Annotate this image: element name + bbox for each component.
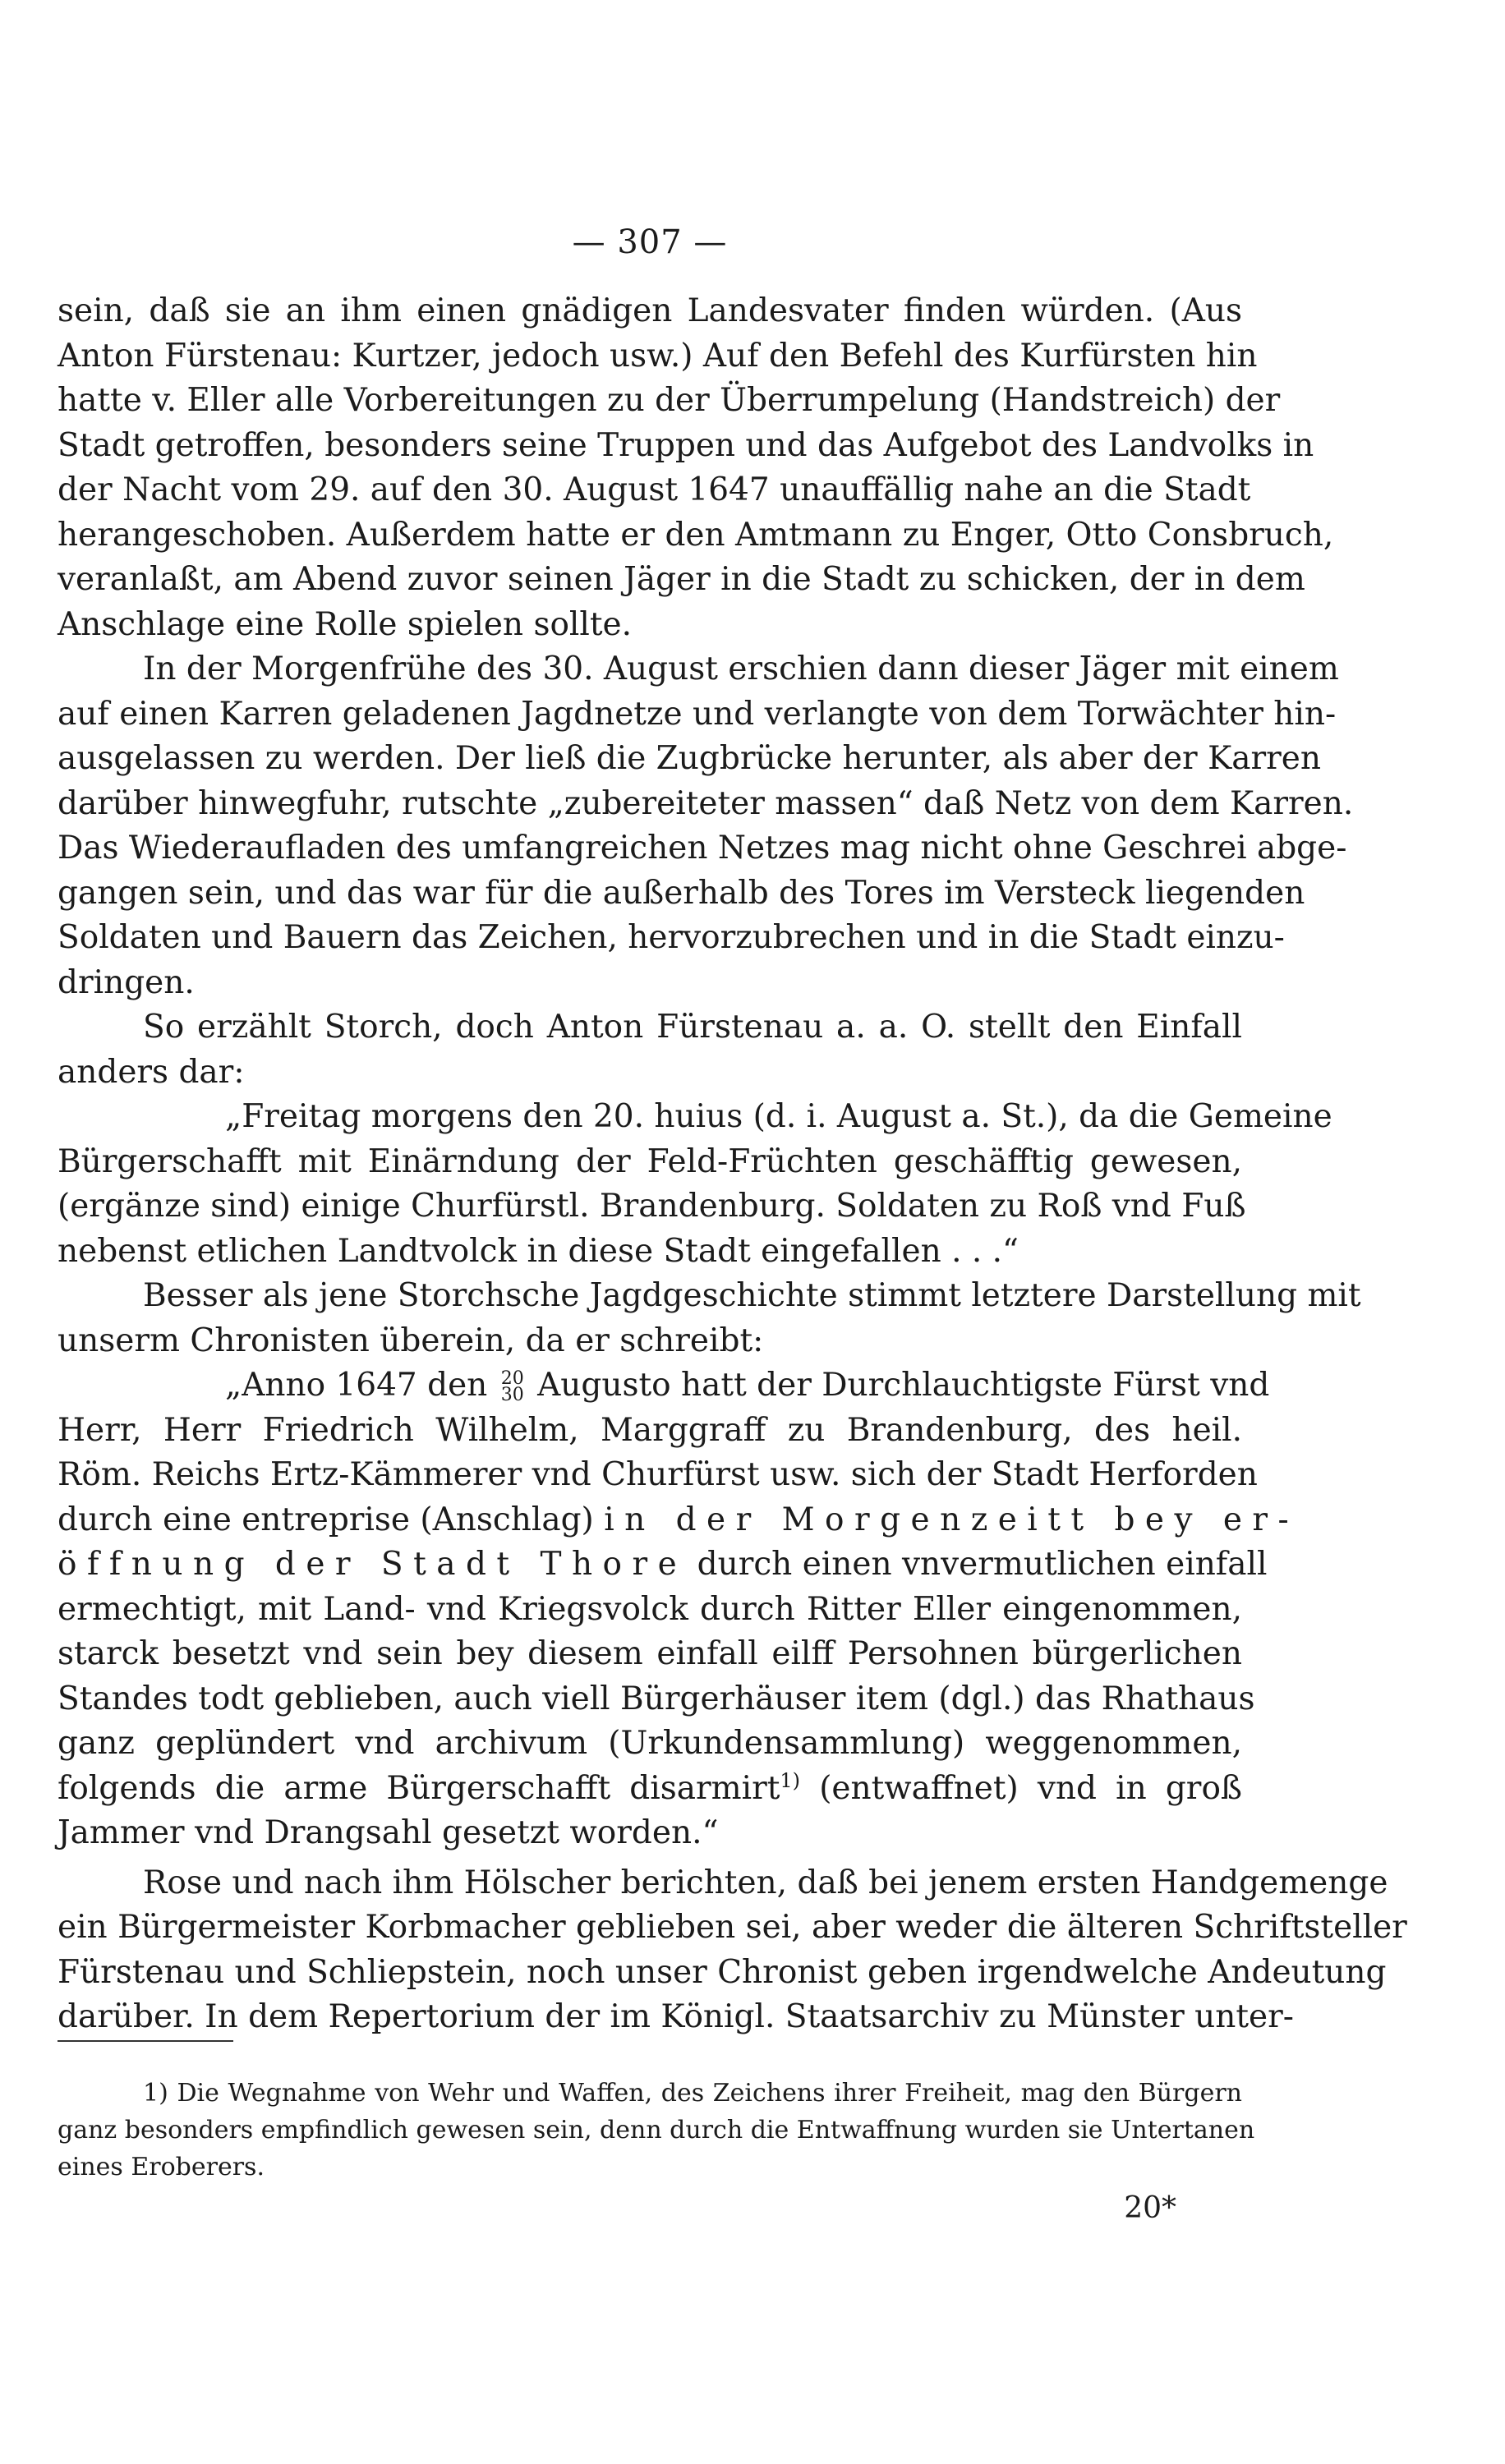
fraction-numerator: 20 bbox=[500, 1368, 524, 1389]
text-line: Soldaten und Bauern das Zeichen, hervorzubrechen und in die Stadt einzu- bbox=[58, 919, 1285, 956]
quote-line: starck besetzt vnd sein bey diesem einfall eilff Persohnen bürgerlichen bbox=[58, 1635, 1242, 1672]
footnote-line: ganz besonders empfindlich gewesen sein, denn durch die Entwaffnung wurden sie Untertanen bbox=[58, 2116, 1255, 2145]
quote-line: nebenst etlichen Landtvolck in diese Stadt eingefallen . . .“ bbox=[58, 1232, 1019, 1270]
date-fraction bbox=[500, 1368, 524, 1405]
text-line: sein, daß sie an ihm einen gnädigen Landesvater finden würden. (Aus bbox=[58, 292, 1242, 329]
text-line: Besser als jene Storchsche Jagdgeschichte stimmt letztere Darstellung mit bbox=[143, 1277, 1361, 1314]
text-line: ein Bürgermeister Korbmacher geblieben sei, aber weder die älteren Schriftsteller bbox=[58, 1909, 1407, 1946]
text-line: herangeschoben. Außerdem hatte er den Amtmann zu Enger, Otto Consbruch, bbox=[58, 516, 1334, 554]
quote-line bbox=[58, 1542, 1268, 1588]
text-line: veranlaßt, am Abend zuvor seinen Jäger in die Stadt zu schicken, der in dem bbox=[58, 561, 1305, 598]
quote-line: Jammer vnd Drangsahl gesetzt worden.“ bbox=[58, 1814, 719, 1851]
text-line: darüber. In dem Repertorium der im Königl. Staatsarchiv zu Münster unter- bbox=[58, 1998, 1294, 2035]
text-line: gangen sein, und das war für die außerhalb des Tores im Versteck liegenden bbox=[58, 874, 1305, 912]
quote-line: ermechtigt, mit Land- vnd Kriegsvolck durch Ritter Eller eingenommen, bbox=[58, 1590, 1242, 1628]
text-line: So erzählt Storch, doch Anton Fürstenau a. a. O. stellt den Einfall bbox=[143, 1009, 1242, 1046]
body-text bbox=[58, 289, 1407, 2040]
quote-line: Herr, Herr Friedrich Wilhelm, Marggraff zu Brandenburg, des heil. bbox=[58, 1411, 1242, 1449]
text-line: darüber hinwegfuhr, rutschte „zubereiteter massen“ daß Netz von dem Karren. bbox=[58, 784, 1354, 822]
quote-segment: durch eine entreprise (Anschlag) bbox=[58, 1501, 594, 1538]
book-page bbox=[58, 0, 1407, 2464]
quote-line bbox=[58, 1498, 1300, 1543]
text-line: Stadt getroffen, besonders seine Truppen und das Aufgebot des Landvolks in bbox=[58, 426, 1314, 464]
quote-segment: durch einen vnvermutlichen einfall bbox=[697, 1546, 1268, 1583]
quote-line: Standes todt geblieben, auch viell Bürgerhäuser item (dgl.) das Rhathaus bbox=[58, 1680, 1255, 1717]
quote-segment: folgends die arme Bürgerschafft disarmirt bbox=[58, 1769, 780, 1807]
quote-segment: Augusto hatt der Durchlauchtigste Fürst vnd bbox=[537, 1367, 1270, 1404]
quote-line: Bürgerschafft mit Einärndung der Feld-Früchten geschäfftig gewesen, bbox=[58, 1142, 1242, 1180]
text-line: In der Morgenfrühe des 30. August erschien dann dieser Jäger mit einem bbox=[143, 650, 1339, 687]
text-line: Fürstenau und Schliepstein, noch unser Chronist geben irgendwelche Andeutung bbox=[58, 1953, 1387, 1991]
footnote-divider bbox=[58, 2040, 233, 2042]
text-line: Anschlage eine Rolle spielen sollte. bbox=[58, 605, 633, 643]
footnote-text: Die Wegnahme von Wehr und Waffen, des Zeichens ihrer Freiheit, mag den Bürgern bbox=[177, 2079, 1242, 2108]
page-number: — 307 — bbox=[572, 223, 728, 261]
footnote-line: eines Eroberers. bbox=[58, 2153, 265, 2181]
quote-line: (ergänze sind) einige Churfürstl. Brandenburg. Soldaten zu Roß vnd Fuß bbox=[58, 1188, 1246, 1225]
text-line: Anton Fürstenau: Kurtzer, jedoch usw.) Auf den Befehl des Kurfürsten hin bbox=[58, 337, 1258, 375]
footnote-marker: 1) bbox=[143, 2079, 168, 2108]
text-line: unserm Chronisten überein, da er schreibt: bbox=[58, 1322, 764, 1359]
quote-segment: (entwaffnet) vnd in groß bbox=[819, 1769, 1242, 1807]
spaced-emphasis: öffnung der Stadt Thore bbox=[58, 1546, 688, 1583]
text-line: hatte v. Eller alle Vorbereitungen zu der Überrumpelung (Handstreich) der bbox=[58, 382, 1281, 419]
quote-segment: „Anno 1647 den bbox=[225, 1367, 488, 1404]
quote-line: ganz geplündert vnd archivum (Urkundensammlung) weggenommen, bbox=[58, 1725, 1242, 1762]
text-line: auf einen Karren geladenen Jagdnetze und verlangte von dem Torwächter hin- bbox=[58, 695, 1337, 733]
text-line: dringen. bbox=[58, 963, 195, 1001]
fraction-denominator: 30 bbox=[500, 1385, 524, 1405]
text-line: ausgelassen zu werden. Der ließ die Zugbrücke herunter, als aber der Karren bbox=[58, 740, 1321, 777]
footnotes bbox=[58, 2075, 1255, 2186]
quote-line: Röm. Reichs Ertz-Kämmerer vnd Churfürst usw. sich der Stadt Herforden bbox=[58, 1456, 1258, 1493]
text-line: Rose und nach ihm Hölscher berichten, daß bei jenem ersten Handgemenge bbox=[143, 1864, 1388, 1901]
quote-line bbox=[58, 1363, 1270, 1409]
quote-line bbox=[58, 1767, 1242, 1812]
quote-line: „Freitag morgens den 20. huius (d. i. August a. St.), da die Gemeine bbox=[225, 1098, 1332, 1135]
signature-mark: 20* bbox=[1124, 2191, 1176, 2225]
footnote-line bbox=[58, 2075, 1242, 2112]
text-line: der Nacht vom 29. auf den 30. August 1647 unauffällig nahe an die Stadt bbox=[58, 471, 1251, 508]
footnote-reference[interactable]: 1) bbox=[780, 1768, 801, 1792]
text-line: Das Wiederaufladen des umfangreichen Netzes mag nicht ohne Geschrei abge- bbox=[58, 830, 1347, 867]
spaced-emphasis: in der Morgenzeitt bey er- bbox=[604, 1501, 1300, 1538]
text-line: anders dar: bbox=[58, 1053, 245, 1091]
